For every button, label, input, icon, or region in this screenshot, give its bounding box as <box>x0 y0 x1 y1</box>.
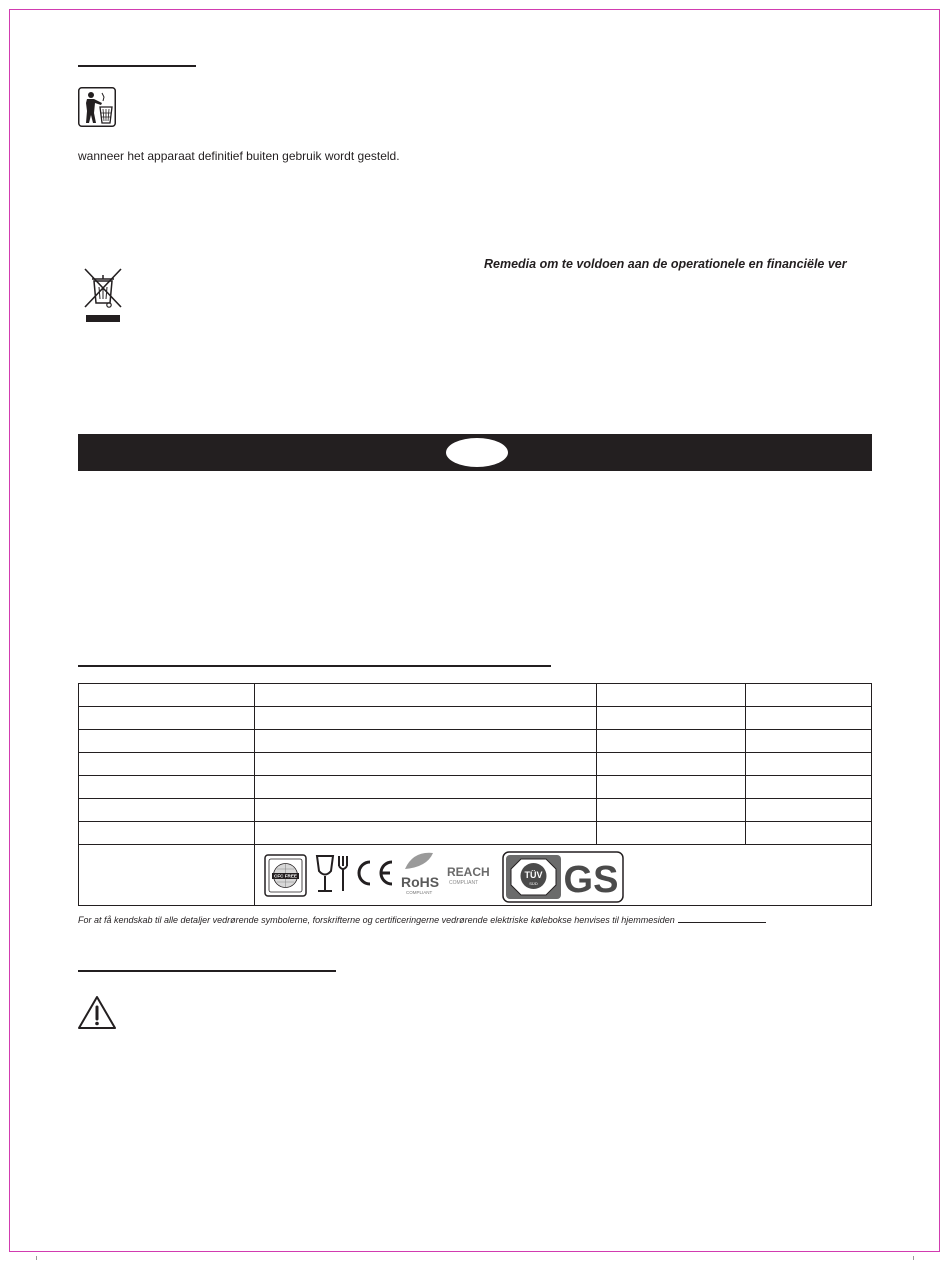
table-row <box>79 822 872 845</box>
technical-data-table <box>78 683 872 906</box>
warning-heading-rule <box>78 970 336 972</box>
rohs-icon <box>401 853 439 895</box>
page-frame <box>9 9 940 1252</box>
crop-mark <box>913 1256 914 1260</box>
table-cell <box>79 822 255 845</box>
table-row <box>79 753 872 776</box>
table-cell <box>79 684 255 707</box>
table-cell <box>746 730 872 753</box>
recycle-bin-person-icon <box>78 87 116 127</box>
table-cell <box>597 799 746 822</box>
crossed-wheelie-bin-icon <box>82 267 124 323</box>
table-cell <box>254 684 597 707</box>
warning-triangle-icon <box>77 995 117 1030</box>
table-row <box>79 684 872 707</box>
table-cell <box>746 822 872 845</box>
crop-mark <box>36 1256 37 1260</box>
table-cell <box>597 753 746 776</box>
footnote-text: For at få kendskab til alle detaljer vedrørende symbolerne, forskrifterne og certificeringerne vedrørende elektriske kølebokse henvises til hjemmesiden <box>78 915 675 925</box>
table-cell <box>746 707 872 730</box>
gs-label: GS <box>563 859 619 901</box>
table-cell <box>746 684 872 707</box>
banner-language-pill <box>446 438 508 467</box>
rohs-sub-label: COMPLIANT <box>405 890 433 895</box>
table-heading-rule <box>78 665 551 667</box>
section-banner <box>78 434 872 471</box>
section-heading-rule <box>78 65 196 67</box>
table-cell <box>79 845 255 906</box>
food-safe-icon <box>317 856 347 891</box>
table-cell <box>79 730 255 753</box>
table-cell <box>254 753 597 776</box>
table-cell <box>79 707 255 730</box>
table-row <box>79 707 872 730</box>
tuv-gs-icon <box>503 852 623 902</box>
table-cell <box>746 799 872 822</box>
tuv-sub-label: SÜD <box>529 881 538 886</box>
table-cell <box>597 707 746 730</box>
rohs-label: RoHS <box>400 874 439 890</box>
table-cell <box>254 799 597 822</box>
certification-logos <box>255 845 871 905</box>
table-cell <box>79 753 255 776</box>
table-cell <box>79 799 255 822</box>
reach-label: REACH <box>446 865 490 879</box>
table-cell <box>746 776 872 799</box>
table-cell <box>746 753 872 776</box>
reach-icon <box>447 865 490 886</box>
footnote-blank-line <box>678 922 766 923</box>
table-cell <box>597 822 746 845</box>
cfc-free-icon <box>265 855 306 896</box>
certification-row <box>79 845 872 906</box>
footnote <box>78 915 766 925</box>
ce-mark-icon <box>359 862 392 884</box>
certification-logos-cell <box>254 845 871 906</box>
table-cell <box>254 707 597 730</box>
table-cell <box>254 822 597 845</box>
table-row <box>79 776 872 799</box>
table-cell <box>597 684 746 707</box>
table-cell <box>597 776 746 799</box>
cfc-free-label: CFC FREE <box>273 873 297 879</box>
tuv-label: TÜV <box>524 870 543 880</box>
table-cell <box>597 730 746 753</box>
table-cell <box>254 776 597 799</box>
weee-notice: Remedia om te voldoen aan de operationele en financiële ver <box>484 257 847 271</box>
table-cell <box>254 730 597 753</box>
table-row <box>79 730 872 753</box>
reach-sub-label: COMPLIANT <box>448 880 478 886</box>
table-row <box>79 799 872 822</box>
disposal-sentence: wanneer het apparaat definitief buiten gebruik wordt gesteld. <box>78 149 400 163</box>
table-cell <box>79 776 255 799</box>
